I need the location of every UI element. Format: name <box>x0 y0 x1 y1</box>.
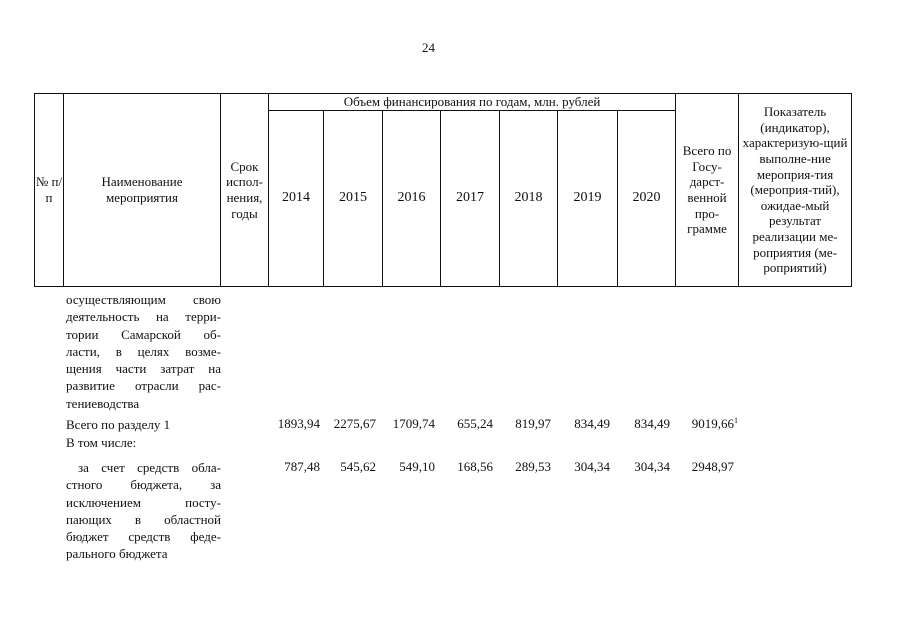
total-2020: 834,49 <box>634 416 670 431</box>
regional-2017: 168,56 <box>457 459 493 474</box>
page-number: 24 <box>422 40 435 55</box>
footnote-marker: 1 <box>734 416 738 425</box>
regional-2020: 304,34 <box>634 459 670 474</box>
regional-budget-text: за счет средств обла- стного бюджета, за исключением посту- пающих в областной бюджет средств феде- рального бюджета <box>66 460 221 562</box>
header-total: Всего по Госу-дарст-венной про-грамме <box>676 94 739 287</box>
total-row-label: Всего по разделу 1 <box>66 417 171 432</box>
regional-program-total: 2948,97 <box>691 459 734 474</box>
continuation-text: осуществляющим свою деятельность на терри- тории Самарской об- ласти, в целях возме- щения части затрат на развитие отрасли рас- тениеводства <box>66 292 221 411</box>
regional-2018: 289,53 <box>515 459 551 474</box>
including-label: В том числе: <box>66 435 137 450</box>
table-header <box>34 93 852 287</box>
header-term: Срок испол-нения, годы <box>221 94 269 287</box>
header-funding: Объем финансирования по годам, млн. рублей <box>269 94 676 111</box>
total-2016: 1709,74 <box>392 416 435 431</box>
total-2017: 655,24 <box>457 416 493 431</box>
header-year-2018: 2018 <box>500 111 558 287</box>
header-year-2015: 2015 <box>324 111 383 287</box>
header-year-2020: 2020 <box>618 111 676 287</box>
total-2019: 834,49 <box>574 416 610 431</box>
header-year-2017: 2017 <box>441 111 500 287</box>
total-2014: 1893,94 <box>277 416 320 431</box>
header-year-2014: 2014 <box>269 111 324 287</box>
total-2018: 819,97 <box>515 416 551 431</box>
total-program: 9019,66$^1$ <box>691 416 738 431</box>
header-indicator: Показатель (индикатор), характеризую-щий выполне-ние мероприя-тия (мероприя-тий), ожидае-мый результат реализации ме-роприятия (ме-роприятий) <box>739 94 852 287</box>
regional-2019: 304,34 <box>574 459 610 474</box>
header-year-2019: 2019 <box>558 111 618 287</box>
header-number: № п/п <box>35 94 64 287</box>
regional-2016: 549,10 <box>399 459 435 474</box>
header-name: Наименование мероприятия <box>64 94 221 287</box>
regional-2015: 545,62 <box>340 459 376 474</box>
regional-2014: 787,48 <box>284 459 320 474</box>
header-year-2016: 2016 <box>383 111 441 287</box>
total-2015: 2275,67 <box>333 416 376 431</box>
